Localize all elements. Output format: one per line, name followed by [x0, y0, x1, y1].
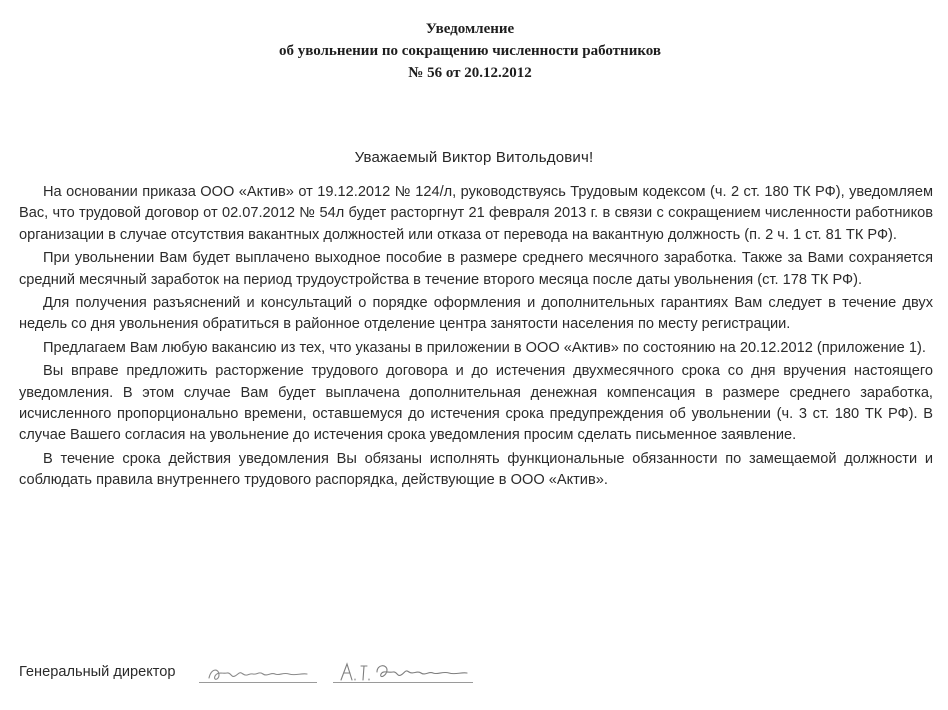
salutation: Уважаемый Виктор Витольдович!: [354, 149, 594, 166]
paragraph-5: Вы вправе предложить расторжение трудового договора и до истечения двухмесячного срока со дня вручения настоящего уведомления. В этом случае Вам будет выплачена дополнительная денежная компенсация в размере среднего заработка, исчисленного пропорционально времени, оставшемуся до истечения срока предупреждения об увольнении (ч. 3 ст. 180 ТК РФ). В случае Вашего согласия на увольнение до истечения срока уведомления просим сделать письменное заявление.: [19, 363, 933, 444]
paragraph-4: Предлагаем Вам любую вакансию из тех, что указаны в приложении в ООО «Актив» по состоянию на 20.12.2012 (приложение 1).: [43, 339, 926, 356]
paragraph-2: При увольнении Вам будет выплачено выходное пособие в размере среднего месячного заработка. Также за Вами сохраняется средний месячный заработок на период трудоустройства в течение второго месяца после даты увольнения (ст. 178 ТК РФ).: [19, 250, 933, 288]
document-header: [200, 18, 740, 84]
handwritten-name-signature: [337, 660, 473, 686]
document-number: № 56 от 20.12.2012: [408, 65, 532, 81]
signature-block: [19, 662, 619, 692]
document-title: Уведомление: [425, 21, 515, 37]
signatory-position: Генеральный директор: [19, 664, 176, 680]
document-body: [19, 182, 933, 494]
paragraph-1: На основании приказа ООО «Актив» от 19.12.2012 № 124/л, руководствуясь Трудовым кодексом (ч. 2 ст. 180 ТК РФ), уведомляем Вас, что трудовой договор от 02.07.2012 № 54л будет расторгнут 21 февраля 2013 г. в связи с сокращением численности работников организации в случае отсутствия вакантных должностей или отказа от перевода на вакантную должность (п. 2 ч. 1 ст. 81 ТК РФ).: [19, 184, 933, 243]
handwritten-signature: [205, 662, 313, 686]
paragraph-3: Для получения разъяснений и консультаций о порядке оформления и дополнительных гарантиях Вам следует в течение двух недель со дня увольнения обратиться в районное отделение центра занятости населения по месту регистрации.: [19, 295, 933, 333]
paragraph-6: В течение срока действия уведомления Вы обязаны исполнять функциональные обязанности по замещаемой должности и соблюдать правила внутреннего трудового распорядка, действующие в ООО «Актив».: [19, 450, 933, 489]
document-subtitle: об увольнении по сокращению численности работников: [278, 43, 662, 59]
